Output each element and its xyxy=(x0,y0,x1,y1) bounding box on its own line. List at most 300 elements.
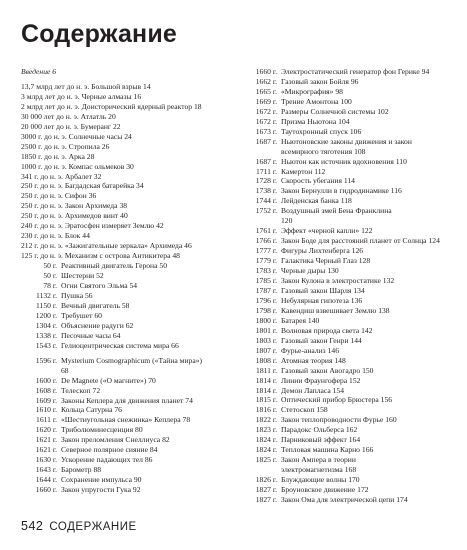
entry-date: 1761 г. xyxy=(255,226,277,236)
toc-entry[interactable] xyxy=(244,236,454,246)
entry-title: Тепловая машина Карно xyxy=(281,445,360,455)
toc-entry[interactable] xyxy=(244,336,454,346)
entry-date: 50 г. xyxy=(43,261,57,271)
entry-page: 50 xyxy=(159,261,167,271)
entry-title: Закон упругости Гука xyxy=(61,485,131,495)
entry-page: 76 xyxy=(114,405,122,415)
entry-date: 250 г. до н. э. xyxy=(21,191,63,201)
entry-title: Призма Ньютона xyxy=(281,116,337,126)
entry-date: 3000 г. до н. э. xyxy=(21,131,67,141)
entry-date: 1827 г. xyxy=(255,485,277,495)
entry-page: 38 xyxy=(119,201,128,211)
toc-entry[interactable] xyxy=(21,191,243,201)
toc-entry[interactable] xyxy=(21,341,243,351)
entry-title: Фигуры Лихтенберга xyxy=(281,246,350,256)
toc-entry[interactable] xyxy=(21,415,243,425)
entry-date: 1620 г. xyxy=(35,425,57,435)
toc-entry[interactable] xyxy=(244,395,454,405)
entry-date: 1660 г. xyxy=(35,485,57,495)
entry-title: «Зажигательные зеркала» Архимеда xyxy=(64,241,183,251)
toc-entry[interactable] xyxy=(244,256,454,266)
entry-date: 1662 г. xyxy=(255,76,277,86)
toc-entry[interactable] xyxy=(21,281,243,291)
entry-page: 80 xyxy=(135,425,143,435)
entry-date: 1665 г. xyxy=(255,86,277,96)
entry-page: 152 xyxy=(349,375,361,385)
toc-entry[interactable] xyxy=(21,221,243,231)
toc-entry[interactable] xyxy=(21,122,243,132)
entry-page: 40 xyxy=(120,211,128,221)
toc-entry[interactable] xyxy=(244,415,454,425)
toc-entry[interactable] xyxy=(21,132,243,142)
toc-entry[interactable] xyxy=(21,435,243,445)
entry-page: 102 xyxy=(377,106,389,116)
entry-date: 1801 г. xyxy=(255,325,277,335)
entry-page: 120 xyxy=(281,216,293,226)
entry-title: Газовый закон Авогадро xyxy=(281,365,361,375)
entry-page: 22 xyxy=(112,121,121,131)
entry-title: Шестерни xyxy=(61,271,95,281)
entry-title: Телескоп xyxy=(61,385,91,395)
toc-entry[interactable] xyxy=(244,316,454,326)
entry-page: 122 xyxy=(361,226,373,236)
entry-date: 1811 г. xyxy=(256,365,277,375)
entry-date: 1803 г. xyxy=(255,335,277,345)
entry-title: De Magnete («О магните») xyxy=(61,375,147,385)
entry-date: 1150 г. xyxy=(36,300,57,310)
entry-page: 160 xyxy=(385,415,397,425)
entry-page: 164 xyxy=(348,435,361,445)
toc-entry[interactable] xyxy=(244,266,454,276)
entry-title: Атлатль xyxy=(80,111,107,121)
toc-entry[interactable] xyxy=(244,246,454,256)
toc-entry[interactable] xyxy=(21,331,243,341)
entry-date: 1807 г. xyxy=(255,345,277,355)
toc-entry[interactable] xyxy=(244,485,454,495)
entry-page: 72 xyxy=(92,385,101,395)
entry-date: 1814 г. xyxy=(255,375,277,385)
entry-title: Стропила xyxy=(68,141,100,151)
entry-date: 212 г. до н. э. xyxy=(21,241,63,251)
entry-title: Газовый закон Генри xyxy=(281,335,349,345)
toc-entry[interactable] xyxy=(244,107,454,117)
entry-page: 18 xyxy=(193,101,202,111)
entry-page: 104 xyxy=(338,116,350,126)
entry-page: 56 xyxy=(84,290,93,300)
entry-page: 134 xyxy=(353,285,365,295)
entry-title: Закон Боде для расстояний планет от Солнца xyxy=(281,236,427,246)
entry-page: 32 xyxy=(93,171,102,181)
entry-page: 28 xyxy=(86,151,95,161)
entry-title: Небулярная гипотеза xyxy=(281,295,349,305)
toc-entry[interactable] xyxy=(244,445,454,455)
entry-page: 20 xyxy=(108,111,116,121)
entry-date: 1609 г. xyxy=(35,395,57,405)
footer-page-number: 542 xyxy=(21,519,44,533)
toc-entry[interactable] xyxy=(244,306,454,316)
entry-title: Блок xyxy=(64,231,81,241)
toc-entry[interactable] xyxy=(244,286,454,296)
entry-date: 1796 г. xyxy=(255,295,277,305)
entry-date: 1826 г. xyxy=(255,475,277,485)
entry-page: 126 xyxy=(351,246,364,256)
entry-page: 140 xyxy=(307,315,320,325)
entry-date: 1643 г. xyxy=(35,465,57,475)
entry-page: 118 xyxy=(340,196,352,206)
toc-entry[interactable] xyxy=(244,386,454,396)
entry-date: 1711 г. xyxy=(256,166,277,176)
toc-entry[interactable] xyxy=(244,366,454,376)
toc-entry[interactable] xyxy=(21,67,243,77)
toc-entry[interactable] xyxy=(244,296,454,306)
entry-title: Скорость убегания xyxy=(281,176,342,186)
entry-page: 148 xyxy=(334,355,346,365)
entry-title: Электростатический генератор фон Герике xyxy=(281,67,420,76)
entry-date: 1752 г. xyxy=(255,206,277,216)
entry-title: Газовый закон Шарля xyxy=(281,285,352,295)
entry-date: 20 000 лет до н. э. xyxy=(21,121,79,131)
entry-page: 110 xyxy=(395,156,407,166)
entry-page: 58 xyxy=(121,300,130,310)
toc-entry[interactable] xyxy=(21,211,243,221)
entry-date: 1824 г. xyxy=(255,445,277,455)
entry-date: 1824 г. xyxy=(255,435,277,445)
entry-title: Сохранение импульса xyxy=(61,475,132,485)
entry-date: 1596 г. xyxy=(35,355,57,365)
entry-title: Закон теплопроводности Фурье xyxy=(281,415,384,425)
toc-entry[interactable] xyxy=(244,376,454,386)
entry-date: 125 г. до н. э. xyxy=(21,251,63,261)
entry-page: 86 xyxy=(144,455,153,465)
entry-date: 1611 г. xyxy=(36,415,57,425)
entry-date: 1200 г. xyxy=(35,310,57,320)
entry-date: 1744 г. xyxy=(255,196,277,206)
entry-title: Броуновское движение xyxy=(281,485,356,495)
toc-entry[interactable] xyxy=(21,82,243,92)
entry-page: 138 xyxy=(378,305,390,315)
toc-entry[interactable] xyxy=(21,301,243,311)
entry-title: Закон Ома для электрической цепи xyxy=(281,494,395,504)
entry-page: 96 xyxy=(350,76,359,86)
entry-title: Газовый закон Бойля xyxy=(281,76,349,86)
toc-entry[interactable] xyxy=(244,326,454,336)
entry-title: Компас ольмеков xyxy=(68,161,125,171)
toc-entry[interactable] xyxy=(21,386,243,396)
entry-title: Лейденская банка xyxy=(281,196,339,206)
entry-title: Ньютон как источник вдохновения xyxy=(281,156,394,166)
entry-title: Закон Ампера в теории электромагнетизма xyxy=(281,455,356,475)
toc-entry[interactable] xyxy=(21,321,243,331)
entry-title: Механизм с острова Антикитера xyxy=(64,251,171,261)
toc-entry[interactable] xyxy=(244,346,454,356)
entry-date: 1644 г. xyxy=(35,475,57,485)
entry-page: 48 xyxy=(172,251,180,261)
entry-page: 146 xyxy=(327,345,339,355)
entry-date: 1808 г. xyxy=(255,355,277,365)
entry-title: Арка xyxy=(68,151,85,161)
entry-title: Требушет xyxy=(61,310,93,320)
entry-date: 1543 г. xyxy=(35,340,57,350)
entry-page: 114 xyxy=(343,176,355,186)
entry-date: 50 г. xyxy=(43,271,57,281)
toc-entry[interactable] xyxy=(244,97,454,107)
entry-date: 250 г. до н. э. xyxy=(21,211,63,221)
entry-page: 54 xyxy=(129,281,138,291)
toc-entry[interactable] xyxy=(21,241,243,251)
entry-title: Галактика Черный Глаз xyxy=(281,256,357,266)
entry-page: 168 xyxy=(344,465,357,475)
toc-entry[interactable] xyxy=(244,425,454,435)
entry-page: 130 xyxy=(327,266,339,276)
toc-entry[interactable] xyxy=(244,87,454,97)
entry-title: Введение xyxy=(21,67,51,76)
entry-date: 1610 г. xyxy=(35,405,57,415)
toc-entry[interactable] xyxy=(244,117,454,127)
entry-title: Пушка xyxy=(61,290,84,300)
entry-page: 166 xyxy=(361,445,374,455)
entry-page: 42 xyxy=(156,221,164,231)
entry-title: Законы Кеплера для движения планет xyxy=(61,395,184,405)
entry-title: Черные алмазы xyxy=(81,91,132,101)
entry-date: 1779 г. xyxy=(255,256,277,266)
entry-date: 1738 г. xyxy=(255,186,277,196)
entry-title: Камертон xyxy=(281,166,313,176)
entry-title: Кавендиш взвешивает Землю xyxy=(281,305,377,315)
entry-title: Багдадская батарейка xyxy=(64,181,135,191)
entry-title: Батарея xyxy=(281,315,306,325)
entry-date: 1728 г. xyxy=(255,176,277,186)
entry-title: Парадокс Ольберса xyxy=(281,425,344,435)
entry-date: 1621 г. xyxy=(35,435,57,445)
entry-date: 1672 г. xyxy=(255,116,277,126)
entry-date: 1816 г. xyxy=(255,405,277,415)
entry-date: 1000 г. до н. э. xyxy=(21,161,67,171)
entry-title: Объяснение радуги xyxy=(61,320,124,330)
toc-entry[interactable] xyxy=(21,396,243,406)
entry-date: 1785 г. xyxy=(255,276,277,286)
toc-entry[interactable] xyxy=(21,172,243,182)
toc-entry[interactable] xyxy=(21,162,243,172)
toc-entry[interactable] xyxy=(21,142,243,152)
entry-title: Северное полярное сияние xyxy=(61,445,148,455)
toc-entry[interactable] xyxy=(244,127,454,137)
entry-title: Оптический прибор Брюстера xyxy=(281,395,379,405)
entry-page: 14 xyxy=(143,81,151,91)
entry-page: 144 xyxy=(350,335,362,345)
toc-entry[interactable] xyxy=(21,102,243,112)
entry-date: 1304 г. xyxy=(35,320,57,330)
toc-entry[interactable] xyxy=(244,435,454,445)
entry-title: Бумеранг xyxy=(80,121,112,131)
entry-date: 2500 г. до н. э. xyxy=(21,141,67,151)
entry-page: 128 xyxy=(358,256,371,266)
entry-page: 124 xyxy=(428,236,440,246)
entry-title: Демон Лапласа xyxy=(281,385,331,395)
toc-entry[interactable] xyxy=(21,261,243,271)
entry-page: 106 xyxy=(349,126,362,136)
toc-entry[interactable] xyxy=(21,251,243,261)
entry-title: Воздушный змей Бена Франклина xyxy=(281,206,392,216)
entry-page: 68 xyxy=(61,365,69,375)
entry-title: Блуждающие волны xyxy=(281,475,347,485)
toc-entry[interactable] xyxy=(244,167,454,177)
entry-title: Архимедов винт xyxy=(64,211,119,221)
entry-title: Линии Фраунгофера xyxy=(281,375,348,385)
entry-title: Закон Кулона в электростатике xyxy=(281,276,381,286)
entry-title: Арбалет xyxy=(64,171,92,181)
entry-page: 62 xyxy=(125,320,134,330)
toc-entry[interactable] xyxy=(244,196,454,206)
entry-title: Сифон xyxy=(64,191,87,201)
entry-date: 230 г. до н. э. xyxy=(21,231,63,241)
entry-page: 36 xyxy=(88,191,97,201)
entry-title: Огни Святого Эльма xyxy=(61,281,128,291)
entry-page: 84 xyxy=(149,445,158,455)
page-footer xyxy=(21,519,137,533)
toc-entry[interactable] xyxy=(21,425,243,435)
toc-entry[interactable] xyxy=(21,152,243,162)
toc-entry[interactable] xyxy=(21,465,243,475)
entry-date: 1850 г. до н. э. xyxy=(21,151,67,161)
entry-title: Эффект «черной капли» xyxy=(281,226,360,236)
entry-page: 44 xyxy=(82,231,90,241)
toc-entry[interactable] xyxy=(244,495,454,505)
toc-entry[interactable] xyxy=(21,405,243,415)
entry-title: Стетоскоп xyxy=(281,405,315,415)
toc-entry[interactable] xyxy=(21,311,243,321)
entry-page: 74 xyxy=(185,395,193,405)
entry-page: 46 xyxy=(184,241,192,251)
entry-date: 1777 г. xyxy=(255,246,277,256)
entry-title: Кольца Сатурна xyxy=(61,405,113,415)
toc-entry[interactable] xyxy=(244,276,454,286)
entry-title: Атомная теория xyxy=(281,355,333,365)
entry-date: 1630 г. xyxy=(35,455,57,465)
toc-entry[interactable] xyxy=(244,356,454,366)
entry-page: 100 xyxy=(340,96,352,106)
entry-page: 6 xyxy=(52,67,57,76)
toc-entry[interactable] xyxy=(21,271,243,281)
entry-page: 174 xyxy=(396,494,408,504)
entry-date: 1672 г. xyxy=(255,106,277,116)
entry-title: Гелиоцентрическая система мира xyxy=(61,340,170,350)
entry-page: 60 xyxy=(94,310,102,320)
entry-page: 98 xyxy=(335,86,343,96)
toc-entry[interactable] xyxy=(21,92,243,102)
entry-page: 34 xyxy=(136,181,144,191)
entry-date: 240 г. до н. э. xyxy=(21,221,63,231)
entry-title: Ньютоновские законы движения и закон всемирного тяготения xyxy=(281,136,412,156)
entry-date: 1798 г. xyxy=(255,305,277,315)
toc-entry[interactable] xyxy=(244,226,454,236)
entry-page: 16 xyxy=(133,91,142,101)
toc-column-right xyxy=(244,67,454,505)
entry-title: Закон преломления Снеллиуса xyxy=(61,435,161,445)
toc-entry[interactable] xyxy=(21,201,243,211)
entry-page: 90 xyxy=(133,475,142,485)
toc-entry[interactable] xyxy=(244,206,454,226)
entry-date: 1827 г. xyxy=(255,494,277,504)
entry-page: 108 xyxy=(354,146,366,156)
toc-entry[interactable] xyxy=(21,376,243,386)
entry-title: Парниковый эффект xyxy=(281,435,347,445)
toc-entry[interactable] xyxy=(244,77,454,87)
entry-page: 26 xyxy=(101,141,110,151)
toc-entry[interactable] xyxy=(244,157,454,167)
entry-date: 1673 г. xyxy=(255,126,277,136)
toc-entry[interactable] xyxy=(21,291,243,301)
page-title: Содержание xyxy=(21,20,178,48)
entry-title: «Микрография» xyxy=(281,86,334,96)
toc-entry[interactable] xyxy=(21,485,243,495)
toc-entry[interactable] xyxy=(244,176,454,186)
entry-page: 162 xyxy=(345,425,358,435)
entry-date: 1132 г. xyxy=(36,290,57,300)
entry-date: 1338 г. xyxy=(35,330,57,340)
entry-page: 64 xyxy=(112,330,121,340)
entry-date: 1815 г. xyxy=(255,395,277,405)
toc-entry[interactable] xyxy=(244,67,454,77)
entry-page: 132 xyxy=(382,276,395,286)
toc-entry[interactable] xyxy=(21,112,243,122)
footer-running-head: СОДЕРЖАНИЕ xyxy=(49,521,137,533)
entry-page: 158 xyxy=(316,405,328,415)
entry-date: 250 г. до н. э. xyxy=(21,201,63,211)
entry-page: 30 xyxy=(126,161,134,171)
entry-title: Волновая природа света xyxy=(281,325,360,335)
toc-entry[interactable] xyxy=(21,455,243,465)
toc-entry[interactable] xyxy=(244,137,454,157)
entry-page: 150 xyxy=(362,365,374,375)
entry-page: 94 xyxy=(421,67,430,76)
entry-page: 66 xyxy=(171,340,179,350)
toc-column-left xyxy=(21,67,243,495)
entry-title: Черные дыры xyxy=(281,266,326,276)
toc-entry[interactable] xyxy=(21,445,243,455)
entry-title: Фурье-анализ xyxy=(281,345,326,355)
entry-date: 1822 г. xyxy=(255,415,277,425)
toc-entry[interactable] xyxy=(21,181,243,191)
toc-entry[interactable] xyxy=(21,231,243,241)
entry-date: 78 г. xyxy=(43,281,57,291)
entry-title: Доисторический ядерный реактор xyxy=(81,101,193,111)
entry-date: 1766 г. xyxy=(255,236,277,246)
entry-date: 341 г. до н. э. xyxy=(21,171,63,181)
entry-date: 1687 г. xyxy=(255,136,277,146)
entry-date: 1687 г. xyxy=(255,156,277,166)
entry-title: Вечный двигатель xyxy=(61,300,120,310)
entry-date: 1814 г. xyxy=(255,385,277,395)
toc-entry[interactable] xyxy=(21,475,243,485)
entry-page: 154 xyxy=(332,385,344,395)
entry-title: Эратосфен измеряет Землю xyxy=(64,221,155,231)
toc-entry[interactable] xyxy=(244,455,454,475)
entry-title: Песочные часы xyxy=(61,330,111,340)
toc-entry[interactable] xyxy=(21,356,243,376)
toc-entry[interactable] xyxy=(244,475,454,485)
entry-date: 13,7 млрд лет до н. э. xyxy=(21,81,90,91)
entry-page: 172 xyxy=(357,485,369,495)
entry-page: 24 xyxy=(124,131,132,141)
entry-title: Закон Бернулли в гидродинамике xyxy=(281,186,389,196)
entry-date: 1660 г. xyxy=(255,67,277,76)
entry-date: 1823 г. xyxy=(255,425,277,435)
entry-page: 116 xyxy=(390,186,402,196)
entry-date: 1621 г. xyxy=(35,445,57,455)
entry-title: Закон Архимеда xyxy=(64,201,118,211)
toc-entry[interactable] xyxy=(244,405,454,415)
toc-entry[interactable] xyxy=(244,186,454,196)
